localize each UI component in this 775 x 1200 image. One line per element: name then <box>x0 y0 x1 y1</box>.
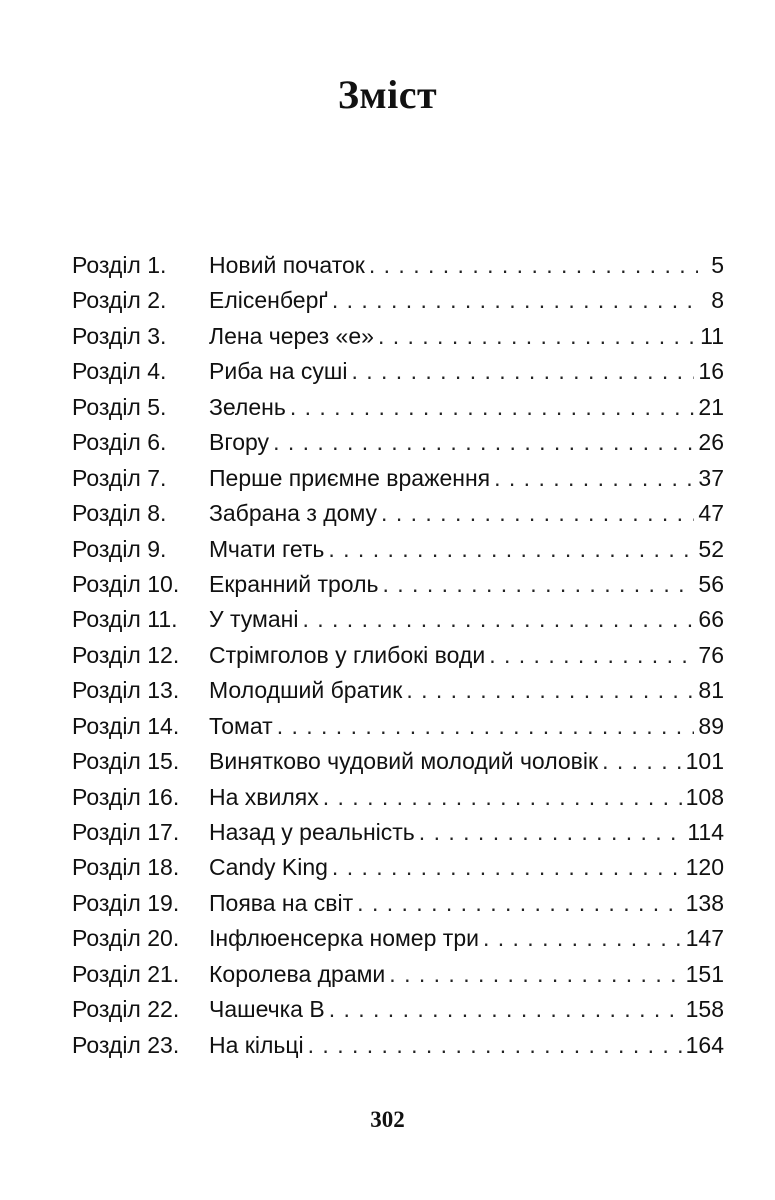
chapter-page-number: 16 <box>698 358 724 385</box>
chapter-title: Королева драми <box>209 960 386 987</box>
toc-entry <box>72 1028 724 1063</box>
page-title: Зміст <box>337 72 438 117</box>
dot-leader <box>329 992 682 1027</box>
toc-entry <box>72 992 724 1027</box>
dot-leader <box>308 1028 682 1063</box>
chapter-page-number: 89 <box>698 712 724 739</box>
dot-leader <box>357 886 681 921</box>
chapter-label: Розділ 7. <box>72 464 167 491</box>
chapter-label: Розділ 6. <box>72 429 167 456</box>
chapter-title: Назад у реальність <box>209 819 415 845</box>
chapter-title: Candy King <box>209 854 328 881</box>
toc-entry <box>72 886 724 921</box>
chapter-label: Розділ 16. <box>72 783 180 810</box>
chapter-title: Екранний троль <box>209 570 379 597</box>
chapter-title: Чашечка В <box>209 996 325 1023</box>
chapter-page-number: 108 <box>685 783 724 810</box>
chapter-page-number: 158 <box>685 996 724 1023</box>
chapter-page-number: 164 <box>685 1031 724 1058</box>
dot-leader <box>419 815 684 850</box>
dot-leader <box>383 567 695 602</box>
toc-entry <box>72 354 724 389</box>
chapter-label: Розділ 5. <box>72 393 167 420</box>
toc-entry <box>72 957 724 992</box>
chapter-label: Розділ 9. <box>72 535 167 562</box>
dot-leader <box>369 248 698 283</box>
toc-entry <box>72 319 724 354</box>
dot-leader <box>406 673 694 708</box>
dot-leader <box>273 425 694 460</box>
chapter-label: Розділ 23. <box>72 1031 180 1058</box>
toc-entry <box>72 815 724 850</box>
dot-leader <box>277 709 695 744</box>
dot-leader <box>378 319 696 354</box>
toc-entry <box>72 567 724 602</box>
chapter-label: Розділ 2. <box>72 287 167 314</box>
chapter-label: Розділ 15. <box>72 748 180 775</box>
dot-leader <box>389 957 681 992</box>
chapter-label: Розділ 13. <box>72 677 180 704</box>
chapter-page-number: 37 <box>698 464 724 491</box>
chapter-title: Томат <box>209 712 273 739</box>
chapter-title: Риба на суші <box>209 358 348 385</box>
chapter-label: Розділ 19. <box>72 889 180 916</box>
chapter-label: Розділ 21. <box>72 960 180 987</box>
table-of-contents <box>72 248 724 1063</box>
toc-entry <box>72 496 724 531</box>
chapter-label: Розділ 14. <box>72 712 180 739</box>
toc-entry <box>72 283 724 318</box>
chapter-page-number: 26 <box>698 429 724 456</box>
chapter-page-number: 138 <box>685 889 724 916</box>
chapter-page-number: 11 <box>700 322 724 349</box>
chapter-title: Мчати геть <box>209 535 325 562</box>
chapter-title: Зелень <box>209 393 286 420</box>
dot-leader <box>489 638 694 673</box>
toc-entry <box>72 850 724 885</box>
dot-leader <box>494 461 694 496</box>
dot-leader <box>328 532 694 567</box>
toc-entry <box>72 390 724 425</box>
dot-leader <box>351 354 694 389</box>
dot-leader <box>302 602 694 637</box>
chapter-title: Молодший братик <box>209 677 403 704</box>
chapter-page-number: 56 <box>698 570 724 597</box>
chapter-title: Елісенберґ <box>209 287 328 314</box>
dot-leader <box>483 921 682 956</box>
chapter-title: На хвилях <box>209 783 319 810</box>
chapter-label: Розділ 3. <box>72 322 167 349</box>
chapter-title: Інфлюенсерка номер три <box>209 925 479 952</box>
dot-leader <box>332 850 682 885</box>
chapter-title: Забрана з дому <box>209 500 378 527</box>
chapter-label: Розділ 11. <box>72 606 178 633</box>
toc-entry <box>72 248 724 283</box>
chapter-label: Розділ 22. <box>72 996 180 1023</box>
chapter-label: Розділ 12. <box>72 641 180 668</box>
chapter-page-number: 120 <box>685 854 724 881</box>
toc-entry <box>72 673 724 708</box>
chapter-page-number: 147 <box>685 925 724 952</box>
dot-leader <box>602 744 682 779</box>
toc-entry <box>72 780 724 815</box>
dot-leader <box>381 496 694 531</box>
dot-leader <box>290 390 695 425</box>
chapter-page-number: 52 <box>698 535 724 562</box>
dot-leader <box>332 283 698 318</box>
chapter-page-number: 5 <box>711 252 724 278</box>
toc-entry <box>72 709 724 744</box>
chapter-title: Вгору <box>209 429 270 456</box>
chapter-page-number: 81 <box>698 677 724 704</box>
toc-entry <box>72 638 724 673</box>
chapter-title: Винятково чудовий молодий чоловік <box>209 748 599 775</box>
chapter-label: Розділ 18. <box>72 854 180 881</box>
chapter-label: Розділ 10. <box>72 570 180 597</box>
chapter-title: Стрімголов у глибокі води <box>209 641 486 668</box>
chapter-title: На кільці <box>209 1031 304 1058</box>
chapter-label: Розділ 4. <box>72 358 167 385</box>
page-number: 302 <box>370 1107 405 1132</box>
chapter-label: Розділ 20. <box>72 925 180 952</box>
chapter-page-number: 21 <box>698 393 724 420</box>
dot-leader <box>323 780 682 815</box>
chapter-label: Розділ 1. <box>72 252 167 278</box>
chapter-page-number: 151 <box>685 960 724 987</box>
toc-entry <box>72 461 724 496</box>
toc-entry <box>72 602 724 637</box>
chapter-page-number: 8 <box>711 287 724 314</box>
toc-entry <box>72 425 724 460</box>
chapter-title: Новий початок <box>209 252 365 278</box>
chapter-title: Лена через «е» <box>209 322 374 349</box>
toc-entry <box>72 744 724 779</box>
chapter-page-number: 47 <box>698 500 724 527</box>
chapter-page-number: 76 <box>698 641 724 668</box>
chapter-page-number: 114 <box>687 819 724 845</box>
chapter-title: Поява на світ <box>209 889 354 916</box>
chapter-page-number: 66 <box>698 606 724 633</box>
chapter-title: Перше приємне враження <box>209 464 491 491</box>
chapter-label: Розділ 8. <box>72 500 167 527</box>
chapter-label: Розділ 17. <box>72 819 180 845</box>
toc-entry <box>72 921 724 956</box>
toc-entry <box>72 532 724 567</box>
chapter-title: У тумані <box>209 606 299 633</box>
chapter-page-number: 101 <box>685 748 724 775</box>
